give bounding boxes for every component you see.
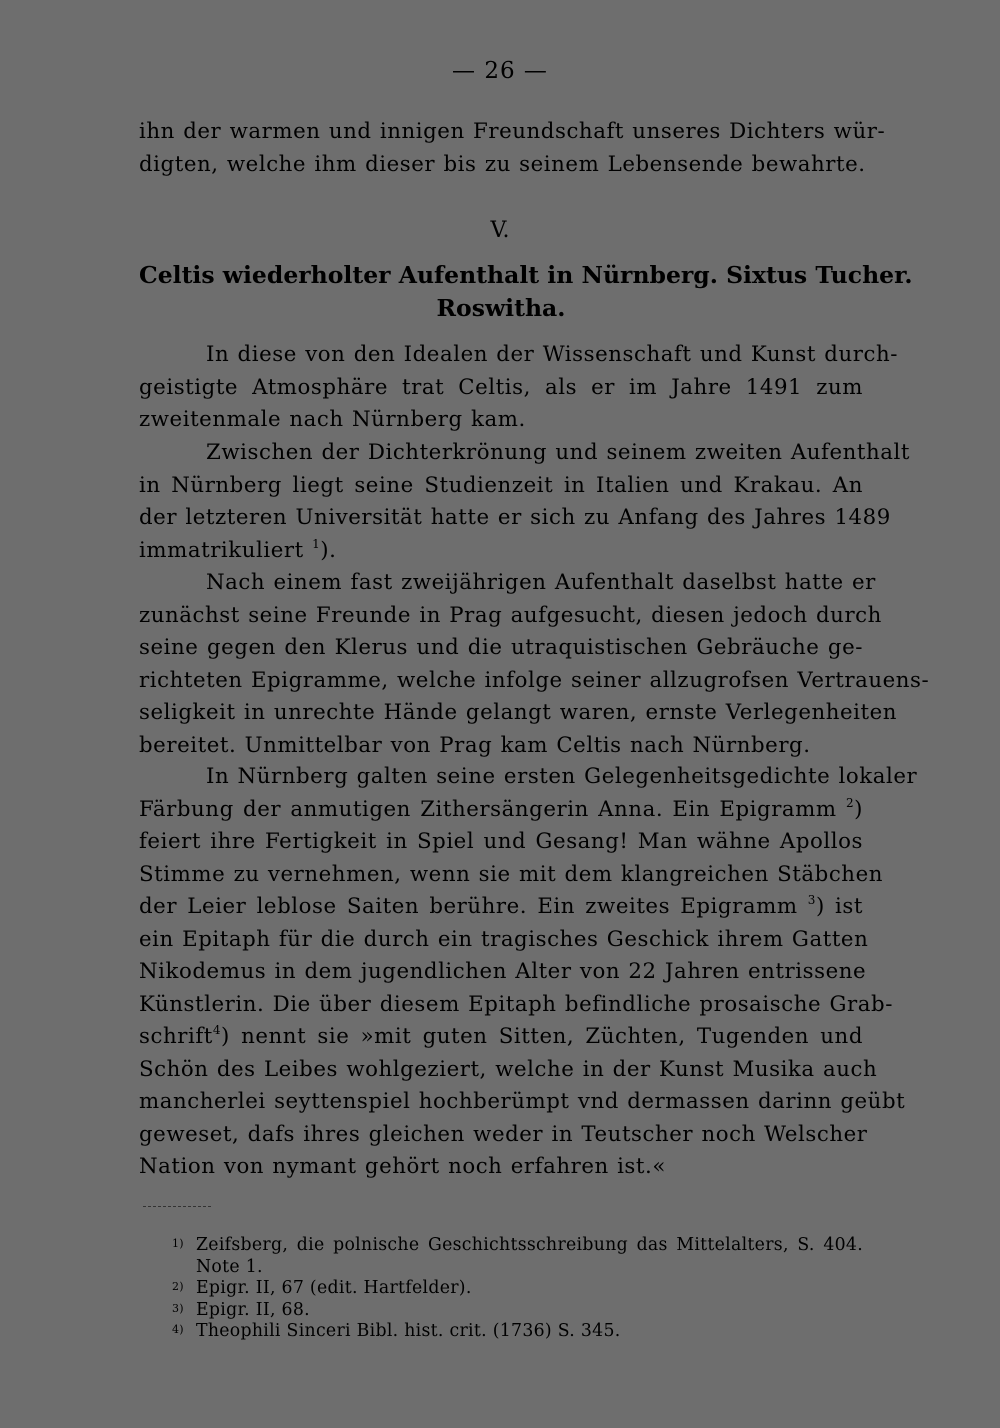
text-line: zweitenmale nach Nürnberg kam. — [139, 407, 526, 432]
text-line: richteten Epigramme, welche infolge seiner allzugrofsen Vertrauens- — [139, 667, 930, 693]
text-line: ihn der warmen und innigen Freundschaft unseres Dichters wür- — [139, 119, 886, 144]
text-fragment: ). — [320, 537, 337, 563]
footnote-text: Epigr. II, 67 (edit. Hartfelder). — [196, 1278, 472, 1298]
paragraph — [139, 761, 918, 1184]
footnote-text: Theophili Sinceri Bibl. hist. crit. (1736) S. 345. — [196, 1321, 621, 1341]
text-fragment: ) ist — [815, 894, 863, 919]
page-number: — 26 — — [452, 58, 548, 84]
text-fragment: immatrikuliert — [139, 537, 304, 563]
footnote-ref: 2 — [845, 795, 855, 810]
text-fragment: schrift — [139, 1024, 213, 1049]
footnote-item — [172, 1321, 863, 1343]
footnote-divider — [143, 1206, 211, 1207]
section-title-line: Roswitha. — [436, 294, 566, 322]
text-line: Künstlerin. Die über diesem Epitaph befindliche prosaische Grab- — [139, 991, 893, 1017]
footnote-continuation: Note 1. — [196, 1256, 263, 1277]
footnote-item — [172, 1278, 863, 1300]
text-line: Zwischen der Dichterkrönung und seinem zweiten Aufenthalt — [206, 440, 910, 465]
text-line: geistigte Atmosphäre trat Celtis, als er im Jahre 1491 zum — [139, 374, 863, 400]
footnote-continuation-row — [172, 1257, 863, 1279]
footnote-mark: 4) — [172, 1323, 184, 1336]
footnote-ref: 1 — [312, 536, 321, 551]
text-line: digten, welche ihm dieser bis zu seinem Lebensende bewahrte. — [139, 151, 866, 177]
footnote-item — [172, 1300, 863, 1322]
footnote-ref: 3 — [807, 893, 816, 907]
text-line: geweset, dafs ihres gleichen weder in Teutscher noch Welscher — [139, 1121, 868, 1147]
footnote-text: Epigr. II, 68. — [196, 1299, 310, 1320]
text-fragment — [808, 894, 863, 919]
text-fragment: ) nennt sie »mit guten Sitten, Züchten, Tugenden und — [221, 1024, 863, 1049]
text-line: ein Epitaph für die durch ein tragisches Geschick ihrem Gatten — [139, 926, 869, 952]
top-paragraph — [139, 116, 886, 181]
footnote-text: Zeifsberg, die polnische Geschichtsschreibung das Mittelalters, S. 404. — [196, 1235, 863, 1255]
section-number: V. — [490, 218, 510, 243]
footnote-mark: 3) — [172, 1301, 184, 1315]
text-line: seine gegen den Klerus und die utraquistischen Gebräuche ge- — [139, 635, 863, 660]
section-title-line: Celtis wiederholter Aufenthalt in Nürnberg. Sixtus Tucher. — [139, 261, 913, 289]
text-line: der letzteren Universität hatte er sich zu Anfang des Jahres 1489 — [139, 505, 891, 530]
text-line: feiert ihre Fertigkeit in Spiel und Gesang! Man wähne Apollos — [139, 829, 863, 854]
footnote-ref: 4 — [212, 1023, 222, 1037]
text-line: bereitet. Unmittelbar von Prag kam Celtis nach Nürnberg. — [139, 732, 811, 758]
paragraph — [139, 437, 910, 567]
text-fragment — [846, 797, 863, 822]
text-fragment: der Leier leblose Saiten berühre. Ein zweites Epigramm — [139, 894, 798, 919]
text-line — [139, 794, 863, 827]
text-line — [139, 1021, 863, 1054]
footnote-mark: 2) — [172, 1280, 184, 1293]
text-line — [139, 891, 863, 924]
text-line: In diese von den Idealen der Wissenschaft und Kunst durch- — [206, 342, 898, 367]
text-line: Schön des Leibes wohlgeziert, welche in der Kunst Musika auch — [139, 1056, 878, 1082]
text-line: Nikodemus in dem jugendlichen Alter von 22 Jahren entrissene — [139, 959, 867, 984]
text-line: mancherlei seyttenspiel hochberümpt vnd dermassen darinn geübt — [139, 1089, 906, 1114]
footnotes — [172, 1235, 863, 1343]
text-line: zunächst seine Freunde in Prag aufgesucht, diesen jedoch durch — [139, 602, 882, 628]
text-line: Nation von nymant gehört noch erfahren ist.« — [139, 1154, 666, 1179]
paragraph — [139, 567, 930, 762]
footnote-item — [172, 1235, 863, 1257]
text-line: seligkeit in unrechte Hände gelangt waren, ernste Verlegenheiten — [139, 700, 898, 725]
text-line: in Nürnberg liegt seine Studienzeit in Italien und Krakau. An — [139, 472, 863, 498]
text-line: In Nürnberg galten seine ersten Gelegenheitsgedichte lokaler — [206, 764, 918, 789]
footnote-mark: 1) — [172, 1237, 184, 1250]
text-line — [139, 535, 863, 568]
text-fragment: Färbung der anmutigen Zithersängerin Anna. Ein Epigramm — [139, 796, 837, 822]
text-line: Stimme zu vernehmen, wenn sie mit dem klangreichen Stäbchen — [139, 861, 883, 887]
section-title — [139, 259, 913, 325]
text-line: Nach einem fast zweijährigen Aufenthalt daselbst hatte er — [206, 570, 876, 595]
text-fragment: ) — [854, 796, 863, 822]
paragraph — [139, 339, 898, 437]
